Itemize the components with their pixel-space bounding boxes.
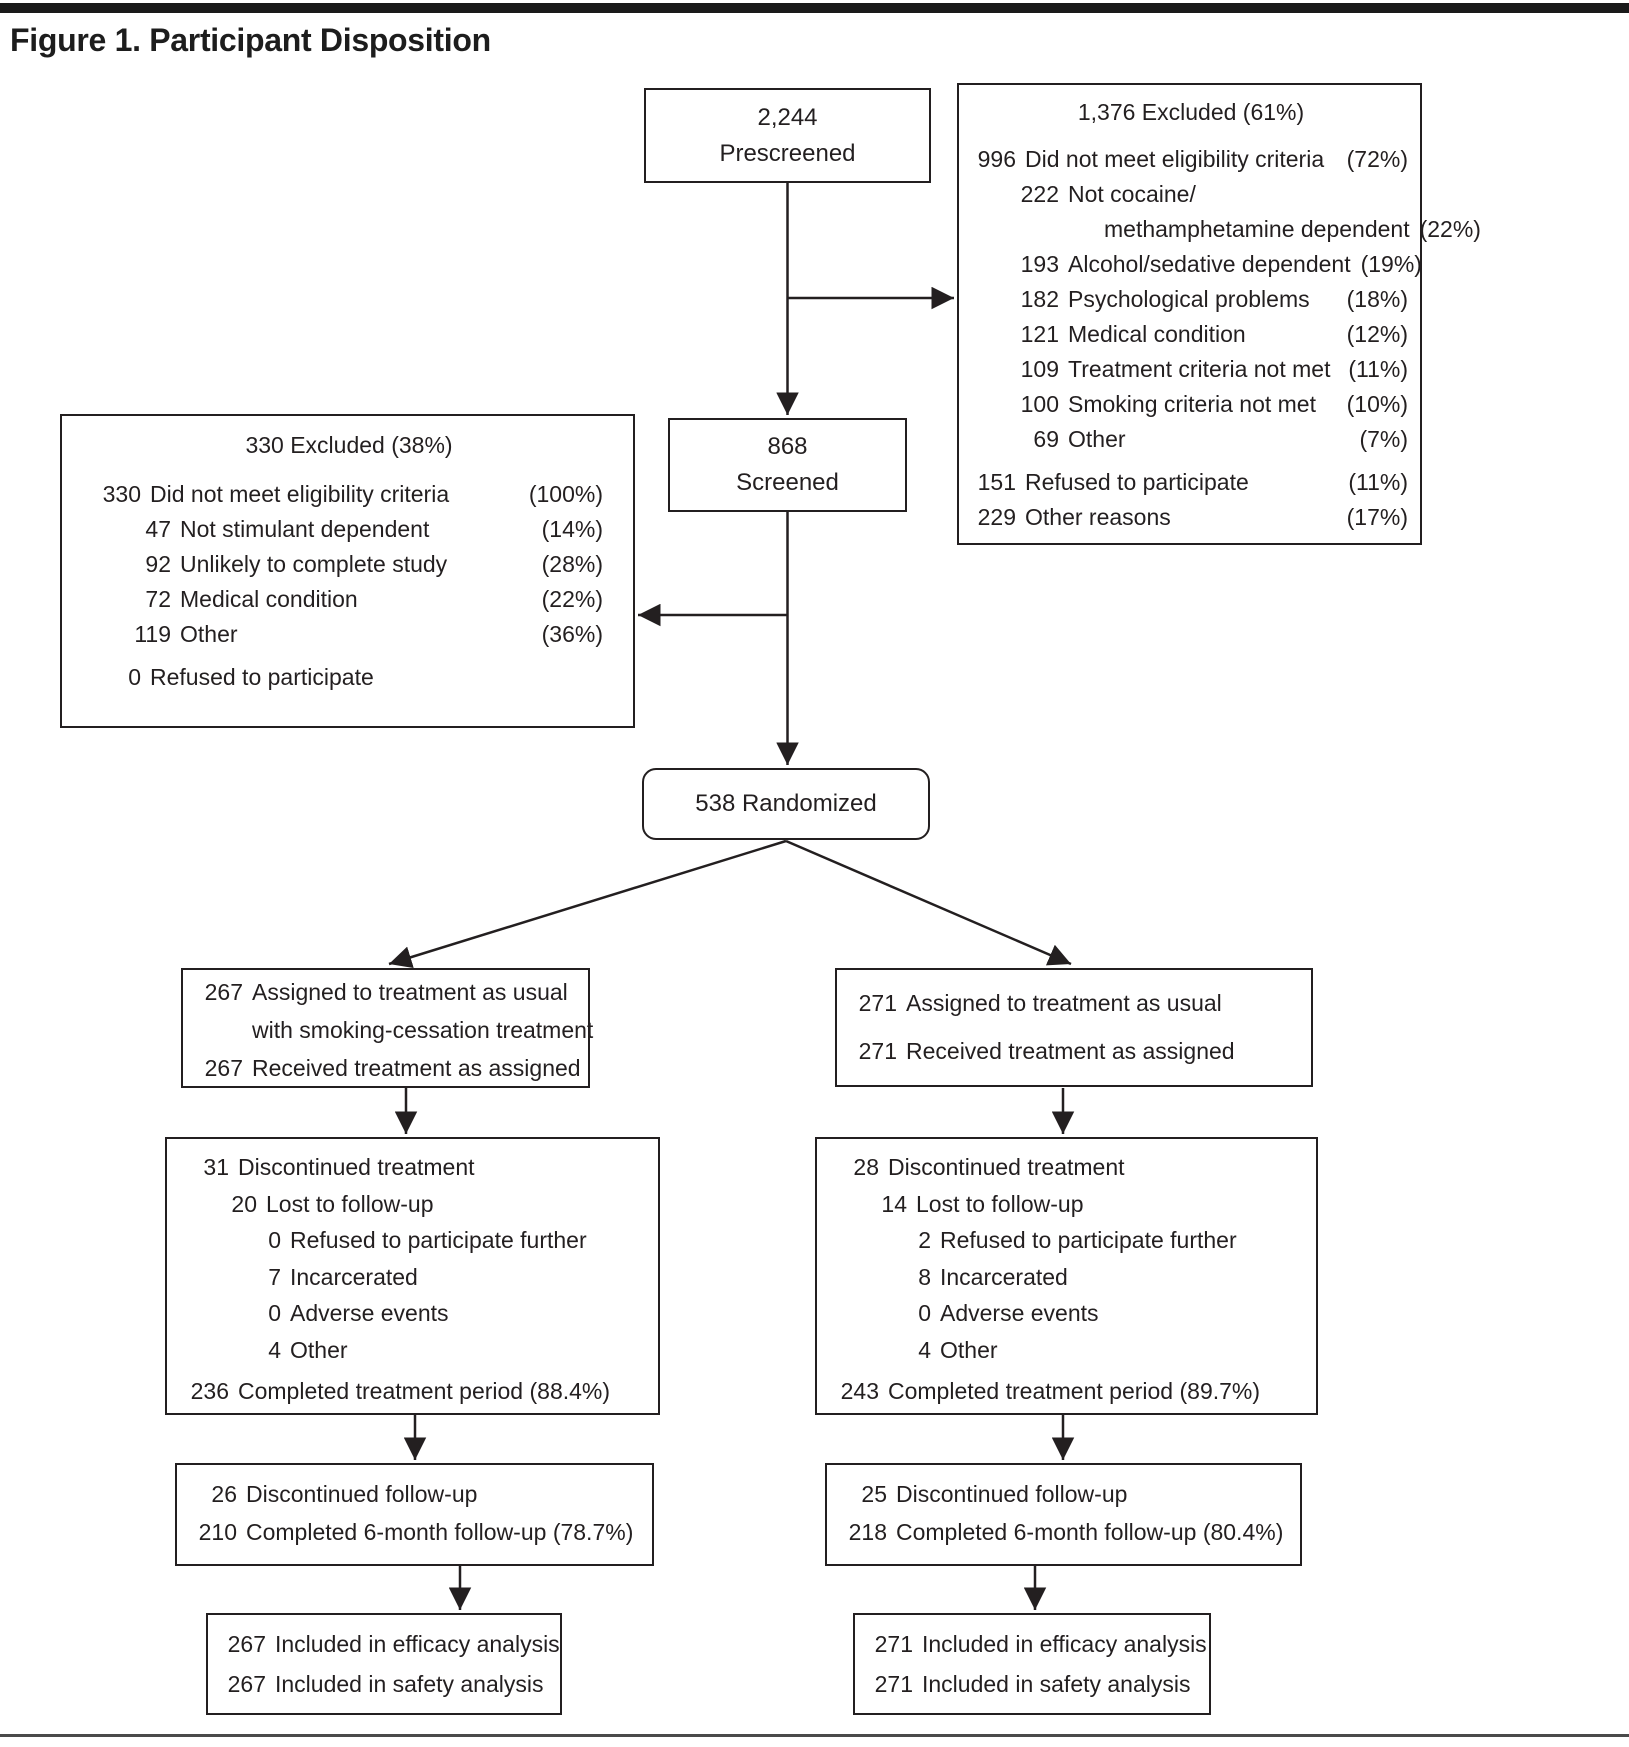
flow-row: 0 Refused to participate further — [268, 1227, 587, 1253]
screened-count: 868 — [767, 433, 808, 460]
flow-row: 7 Incarcerated — [268, 1263, 418, 1290]
bottom-rule — [0, 1734, 1629, 1737]
flow-row: methamphetamine dependent (22%) — [1104, 216, 1481, 242]
prescreened-count: 2,244 — [757, 103, 818, 131]
excluded-right-box — [957, 83, 1481, 545]
flow-row: 243 Completed treatment period (89.7%) — [840, 1378, 1261, 1404]
flow-row: 28 Discontinued treatment — [853, 1154, 1125, 1180]
flow-row: 4 Other — [918, 1336, 998, 1363]
arm-right-box — [835, 968, 1313, 1087]
screened-label: Screened — [736, 469, 839, 496]
flow-row: 31 Discontinued treatment — [203, 1154, 475, 1180]
prescreened-box — [644, 88, 931, 183]
flow-row: 109 Treatment criteria not met (11%) — [1020, 356, 1408, 382]
excluded-left-title: 330 Excluded (38%) — [245, 432, 453, 458]
flow-row: 267 Received treatment as assigned — [204, 1055, 581, 1081]
flow-row: 8 Incarcerated — [918, 1263, 1068, 1290]
flow-row: 182 Psychological problems (18%) — [1020, 286, 1408, 312]
excluded-left-box — [60, 414, 635, 728]
followup-left-box — [175, 1463, 654, 1566]
flow-row: 271 Received treatment as assigned — [858, 1038, 1235, 1064]
flow-row: 72 Medical condition (22%) — [145, 586, 603, 612]
flow-row: 330 Did not meet eligibility criteria (100%) — [102, 481, 603, 507]
flow-row: 100 Smoking criteria not met (10%) — [1020, 391, 1408, 417]
flow-row: 267 Included in safety analysis — [227, 1671, 544, 1697]
analysis-left-box — [206, 1613, 562, 1715]
discontinued-left-box — [165, 1137, 660, 1415]
flow-row: 14 Lost to follow-up — [881, 1190, 1084, 1217]
flow-row: 996 Did not meet eligibility criteria (72%) — [977, 146, 1408, 172]
flow-row: 229 Other reasons (17%) — [977, 504, 1408, 530]
flow-row: 121 Medical condition (12%) — [1020, 321, 1408, 347]
flow-row: 0 Adverse events — [918, 1300, 1099, 1326]
flow-row: 236 Completed treatment period (88.4%) — [190, 1378, 611, 1404]
flow-row: 210 Completed 6-month follow-up (78.7%) — [198, 1519, 634, 1545]
flow-row: 271 Included in efficacy analysis — [874, 1631, 1207, 1657]
flow-row: 4 Other — [268, 1336, 348, 1363]
flow-row: 26 Discontinued follow-up — [211, 1481, 478, 1507]
flow-row: 222 Not cocaine/ — [1020, 181, 1196, 207]
flow-row: 69 Other (7%) — [1033, 426, 1408, 452]
flow-row: 193 Alcohol/sedative dependent (19%) — [1020, 251, 1422, 277]
flow-row: 0 Adverse events — [268, 1300, 449, 1326]
arrow-randomized-to-arm-left — [389, 841, 786, 964]
flow-row: 271 Included in safety analysis — [874, 1671, 1191, 1697]
flow-row: 47 Not stimulant dependent (14%) — [145, 516, 603, 542]
flow-row: 2 Refused to participate further — [918, 1227, 1237, 1253]
excluded-right-title: 1,376 Excluded (61%) — [1077, 99, 1305, 125]
prescreened-label: Prescreened — [719, 139, 856, 167]
flow-row: 151 Refused to participate (11%) — [977, 469, 1408, 495]
flow-row: 20 Lost to follow-up — [231, 1190, 434, 1217]
followup-right-box — [825, 1463, 1302, 1566]
screened-box — [668, 418, 907, 512]
arm-left-box — [181, 968, 594, 1088]
randomized-box — [642, 768, 930, 840]
discontinued-right-box — [815, 1137, 1318, 1415]
flow-row: 267 Included in efficacy analysis — [227, 1631, 560, 1657]
flow-row: 271 Assigned to treatment as usual — [858, 990, 1222, 1016]
arrow-randomized-to-arm-right — [786, 841, 1071, 964]
flow-row: 119 Other (36%) — [134, 621, 603, 647]
flow-row: 92 Unlikely to complete study (28%) — [145, 551, 603, 577]
analysis-right-box — [853, 1613, 1211, 1715]
flow-row: 0 Refused to participate — [128, 664, 374, 690]
top-rule — [0, 3, 1629, 13]
randomized-label: 538 Randomized — [695, 790, 877, 817]
flow-row: with smoking-cessation treatment — [252, 1017, 594, 1043]
flow-row: 25 Discontinued follow-up — [861, 1481, 1128, 1507]
flow-row: 267 Assigned to treatment as usual — [204, 979, 568, 1005]
flow-row: 218 Completed 6-month follow-up (80.4%) — [848, 1519, 1284, 1545]
figure-title: Figure 1. Participant Disposition — [10, 22, 491, 58]
